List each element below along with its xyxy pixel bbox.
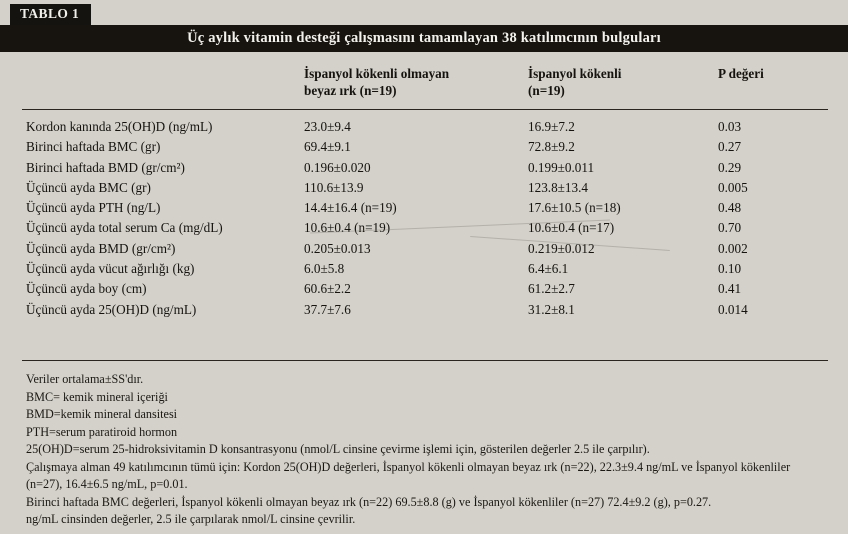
row-value-hispanic: 61.2±2.7 <box>528 281 575 297</box>
table-footnotes <box>26 371 826 529</box>
row-label: Üçüncü ayda 25(OH)D (ng/mL) <box>26 301 197 317</box>
row-label: Kordon kanında 25(OH)D (ng/mL) <box>26 119 213 134</box>
row-value-nonhispanic: 10.6±0.4 (n=19) <box>304 220 391 236</box>
row-value-nonhispanic: 0.205±0.013 <box>304 240 371 256</box>
column-header-hispanic-line2: (n=19) <box>528 82 565 98</box>
row-value-nonhispanic: 14.4±16.4 (n=19) <box>304 200 397 216</box>
row-value-hispanic: 0.219±0.012 <box>528 240 595 256</box>
footnote-line: PTH=serum paratiroid hormon <box>26 424 178 439</box>
table-body <box>22 110 828 320</box>
row-value-hispanic: 10.6±0.4 (n=17) <box>528 220 615 236</box>
footnote-line: ng/mL cinsinden değerler, 2.5 ile çarpılarak nmol/L cinsine çevrilir. <box>26 512 356 527</box>
table-row <box>22 239 828 259</box>
row-value-nonhispanic: 69.4±9.1 <box>304 139 351 155</box>
table-title: Üç aylık vitamin desteği çalışmasını tamamlayan 38 katılımcının bulguları <box>187 30 661 46</box>
row-value-pvalue: 0.41 <box>718 281 742 297</box>
row-label: Üçüncü ayda PTH (ng/L) <box>26 200 161 216</box>
footnote-line: Çalışmaya alman 49 katılımcının tümü için: Kordon 25(OH)D değerleri, İspanyol kökenli olmayan beyaz ırk (n=22), 22.3±9.4 ng/mL ve İspanyol kökenliler (n=27), 16.4±6.5 ng/mL, p=0.01. <box>26 459 791 491</box>
table-title-bar <box>0 25 848 52</box>
footnote-line: Birinci haftada BMC değerleri, İspanyol kökenli olmayan beyaz ırk (n=22) 69.5±8.8 (g) ve İspanyol kökenliler (n=27) 72.4±9.2 (g), p=0.27. <box>26 494 712 509</box>
table-row <box>22 178 828 198</box>
table-row <box>22 157 828 177</box>
table-row <box>22 259 828 279</box>
row-value-hispanic: 123.8±13.4 <box>528 179 588 195</box>
footnote-line: Veriler ortalama±SS'dır. <box>26 372 144 386</box>
table-row <box>22 198 828 218</box>
footnote-line: BMC= kemik mineral içeriği <box>26 389 168 404</box>
column-header-measure <box>22 60 300 110</box>
column-header-nonhispanic <box>300 60 524 110</box>
table-row <box>22 218 828 238</box>
data-table <box>22 60 828 320</box>
row-value-nonhispanic: 37.7±7.6 <box>304 301 351 317</box>
row-value-pvalue: 0.03 <box>718 119 742 134</box>
row-label: Üçüncü ayda BMC (gr) <box>26 179 151 195</box>
row-value-hispanic: 31.2±8.1 <box>528 301 575 317</box>
row-label: Üçüncü ayda BMD (gr/cm²) <box>26 240 176 256</box>
row-value-pvalue: 0.005 <box>718 179 748 195</box>
footnote-line: 25(OH)D=serum 25-hidroksivitamin D konsantrasyonu (nmol/L cinsine çevirme işlemi için, gösterilen değerler 2.5 ile çarpılır). <box>26 442 650 457</box>
table-row <box>22 279 828 299</box>
column-header-pvalue-line1: P değeri <box>718 66 764 81</box>
row-label: Birinci haftada BMD (gr/cm²) <box>26 159 185 175</box>
column-header-hispanic <box>524 60 714 110</box>
row-label: Üçüncü ayda boy (cm) <box>26 281 147 297</box>
row-value-pvalue: 0.70 <box>718 220 742 236</box>
row-value-pvalue: 0.27 <box>718 139 742 155</box>
table-row <box>22 110 828 138</box>
row-value-hispanic: 0.199±0.011 <box>528 159 595 175</box>
row-value-pvalue: 0.29 <box>718 159 742 175</box>
row-label: Üçüncü ayda vücut ağırlığı (kg) <box>26 260 195 276</box>
table-row <box>22 137 828 157</box>
table-bottom-rule <box>22 360 828 361</box>
column-header-pvalue <box>714 60 828 110</box>
row-label: Birinci haftada BMC (gr) <box>26 139 161 155</box>
row-value-hispanic: 17.6±10.5 (n=18) <box>528 200 621 216</box>
row-value-hispanic: 72.8±9.2 <box>528 139 575 155</box>
table-number-tag: TABLO 1 <box>10 4 91 26</box>
row-value-nonhispanic: 23.0±9.4 <box>304 119 351 134</box>
row-value-hispanic: 6.4±6.1 <box>528 260 569 276</box>
row-value-pvalue: 0.002 <box>718 240 748 256</box>
row-value-pvalue: 0.10 <box>718 260 742 276</box>
column-header-hispanic-line1: İspanyol kökenli <box>528 66 622 81</box>
table-head <box>22 60 828 110</box>
row-value-pvalue: 0.014 <box>718 301 748 317</box>
column-header-nonhispanic-line1: İspanyol kökenli olmayan <box>304 66 450 81</box>
row-value-hispanic: 16.9±7.2 <box>528 119 575 134</box>
row-value-nonhispanic: 0.196±0.020 <box>304 159 371 175</box>
row-value-nonhispanic: 6.0±5.8 <box>304 260 345 276</box>
row-label: Üçüncü ayda total serum Ca (mg/dL) <box>26 220 223 236</box>
row-value-nonhispanic: 60.6±2.2 <box>304 281 351 297</box>
footnote-line: BMD=kemik mineral dansitesi <box>26 407 178 422</box>
table-header-row <box>22 60 828 110</box>
row-value-nonhispanic: 110.6±13.9 <box>304 179 364 195</box>
data-table-container <box>22 60 828 320</box>
column-header-nonhispanic-line2: beyaz ırk (n=19) <box>304 82 397 98</box>
row-value-pvalue: 0.48 <box>718 200 742 216</box>
table-row <box>22 299 828 319</box>
